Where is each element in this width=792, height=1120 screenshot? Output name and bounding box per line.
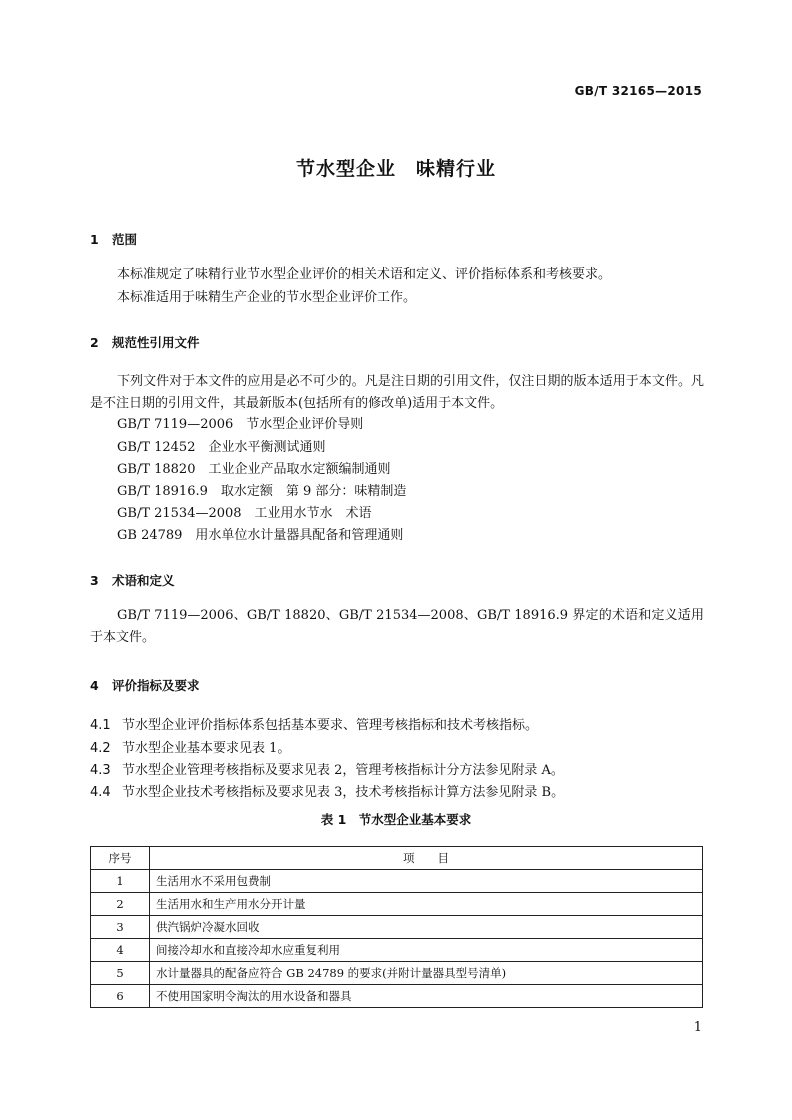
table-header-row [91, 847, 703, 870]
row-item: 生活用水不采用包费制 [150, 870, 703, 893]
row-item: 生活用水和生产用水分开计量 [150, 893, 703, 916]
reference-item: GB/T 21534—2008 工业用水节水 术语 [117, 506, 372, 521]
row-item: 间接冷却水和直接冷却水应重复利用 [150, 939, 703, 962]
reference-item: GB/T 12452 企业水平衡测试通则 [117, 440, 326, 455]
section-title: 术语和定义 [112, 573, 175, 588]
paragraph: 本标准适用于味精生产企业的节水型企业评价工作。 [117, 290, 417, 305]
row-item: 供汽锅炉冷凝水回收 [150, 916, 703, 939]
section-title: 范围 [112, 232, 138, 247]
clause-4-2 [90, 737, 290, 756]
row-number: 3 [91, 916, 150, 939]
section-4-heading [90, 676, 200, 694]
column-header-no: 序号 [91, 847, 150, 870]
section-2-heading [90, 333, 200, 351]
clause-number: 4.3 [90, 763, 111, 778]
section-3-heading [90, 571, 175, 589]
paragraph: 下列文件对于本文件的应用是必不可少的。凡是注日期的引用文件，仅注日期的版本适用于本文件。凡是不注日期的引用文件，其最新版本(包括所有的修改单)适用于本文件。 [90, 374, 704, 411]
standard-number: GB/T 32165—2015 [574, 84, 702, 98]
table-row [91, 962, 703, 985]
clause-number: 4.2 [90, 741, 111, 756]
clause-text: 节水型企业技术考核指标及要求见表 3，技术考核指标计算方法参见附录 B。 [122, 785, 565, 800]
table-row [91, 916, 703, 939]
paragraph: 本标准规定了味精行业节水型企业评价的相关术语和定义、评价指标体系和考核要求。 [117, 267, 612, 282]
section-number: 3 [90, 573, 99, 588]
clause-text: 节水型企业管理考核指标及要求见表 2，管理考核指标计分方法参见附录 A。 [122, 763, 564, 778]
clause-number: 4.1 [90, 718, 111, 733]
section-title: 评价指标及要求 [112, 678, 200, 693]
row-number: 2 [91, 893, 150, 916]
row-number: 5 [91, 962, 150, 985]
table-row [91, 870, 703, 893]
row-item: 水计量器具的配备应符合 GB 24789 的要求(并附计量器具型号清单) [150, 962, 703, 985]
reference-item: GB 24789 用水单位水计量器具配备和管理通则 [117, 528, 404, 543]
clause-4-4 [90, 781, 564, 800]
table-caption: 表 1 节水型企业基本要求 [320, 812, 472, 827]
table-row [91, 893, 703, 916]
column-header-item: 项 目 [150, 847, 703, 870]
section-title: 规范性引用文件 [112, 335, 200, 350]
reference-item: GB/T 7119—2006 节水型企业评价导则 [117, 417, 364, 432]
clause-text: 节水型企业评价指标体系包括基本要求、管理考核指标和技术考核指标。 [122, 718, 539, 733]
clause-4-3 [90, 759, 564, 778]
section-1-heading [90, 230, 137, 248]
row-number: 6 [91, 985, 150, 1008]
clause-4-1 [90, 714, 538, 733]
row-number: 1 [91, 870, 150, 893]
section-number: 4 [90, 678, 99, 693]
basic-requirements-table [90, 846, 703, 1008]
row-item: 不使用国家明令淘汰的用水设备和器具 [150, 985, 703, 1008]
reference-item: GB/T 18820 工业企业产品取水定额编制通则 [117, 462, 391, 477]
table-row [91, 985, 703, 1008]
document-title: 节水型企业 味精行业 [295, 158, 496, 180]
section-number: 1 [90, 232, 99, 247]
section-number: 2 [90, 335, 99, 350]
paragraph: GB/T 7119—2006、GB/T 18820、GB/T 21534—2008、GB/T 18916.9 界定的术语和定义适用于本文件。 [90, 608, 704, 645]
clause-number: 4.4 [90, 785, 111, 800]
page-number: 1 [693, 1020, 702, 1035]
clause-text: 节水型企业基本要求见表 1。 [122, 741, 291, 756]
row-number: 4 [91, 939, 150, 962]
reference-item: GB/T 18916.9 取水定额 第 9 部分：味精制造 [117, 484, 407, 499]
table-row [91, 939, 703, 962]
